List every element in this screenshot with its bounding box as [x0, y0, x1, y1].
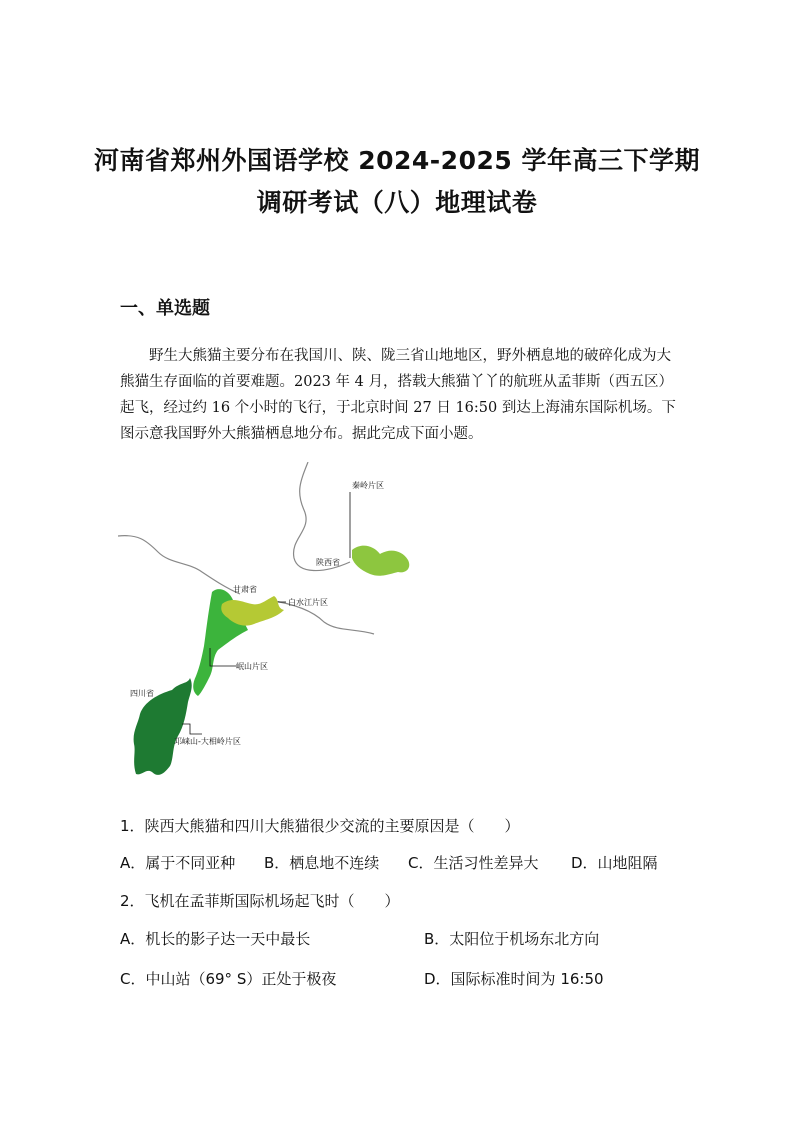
label-qionglai: 邛崃山-大相岭片区 — [174, 737, 241, 746]
label-shaanxi: 陕西省 — [316, 558, 340, 567]
label-qinling: 秦岭片区 — [352, 481, 384, 490]
question-2-option-b: B．太阳位于机场东北方向 — [424, 930, 600, 948]
question-1-option-d: D．山地阻隔 — [571, 854, 658, 872]
border-line-north — [294, 462, 350, 571]
label-sichuan: 四川省 — [130, 689, 154, 698]
question-passage: 野生大熊猫主要分布在我国川、陕、陇三省山地地区，野外栖息地的破碎化成为大熊猫生存面临的首要难题。2023 年 4 月，搭载大熊猫丫丫的航班从孟菲斯（西五区）起飞，经过约 16 个小时的飞行，于北京时间 27 日 16:50 到达上海浦东国际机场。下图示意我国野外大熊猫栖息地分布。据此完成下面小题。 — [120, 348, 676, 442]
qinling-habitat-area — [352, 546, 409, 576]
question-1-option-b: B．栖息地不连续 — [264, 854, 380, 872]
label-gansu: 甘肃省 — [233, 585, 257, 594]
label-minshan: 岷山片区 — [236, 662, 268, 671]
question-2-option-d: D．国际标准时间为 16:50 — [424, 970, 604, 988]
document-title-line2: 调研考试（八）地理试卷 — [256, 188, 538, 217]
question-1-option-a: A．属于不同亚种 — [120, 854, 236, 872]
question-2-option-a: A．机长的影子达一天中最长 — [120, 930, 311, 948]
question-1-option-c: C．生活习性差异大 — [408, 854, 539, 872]
panda-habitat-map — [118, 462, 438, 792]
question-2-option-c: C．中山站（69° S）正处于极夜 — [120, 970, 337, 988]
border-line-west — [118, 536, 240, 594]
question-1-stem: 1．陕西大熊猫和四川大熊猫很少交流的主要原因是（ ） — [120, 817, 520, 835]
document-title-line1: 河南省郑州外国语学校 2024-2025 学年高三下学期 — [94, 146, 700, 175]
leader-line-qionglai — [182, 724, 202, 734]
label-baishuijiang: 白水江片区 — [288, 598, 328, 607]
section-heading: 一、单选题 — [120, 298, 210, 319]
question-2-stem: 2．飞机在孟菲斯国际机场起飞时（ ） — [120, 892, 400, 910]
